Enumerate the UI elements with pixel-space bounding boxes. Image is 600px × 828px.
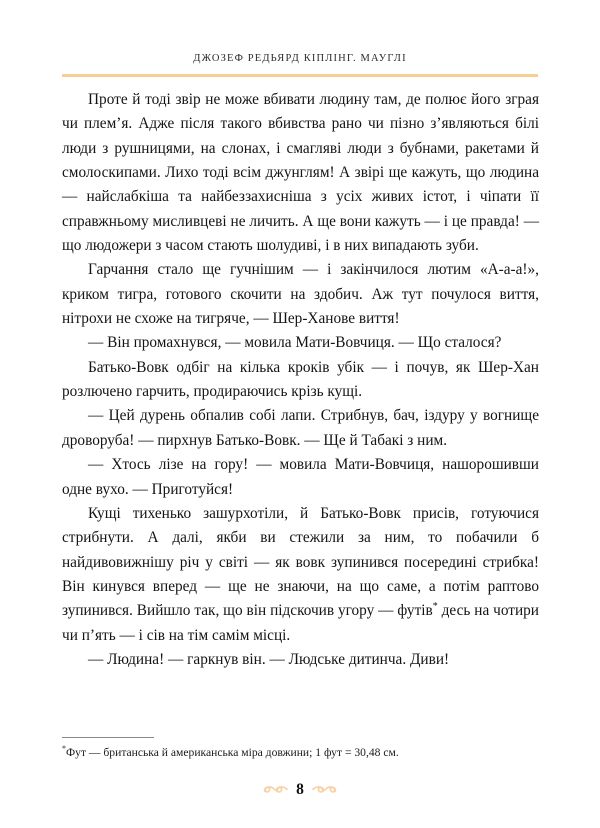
paragraph: Проте й тоді звір не може вбивати людину там, де полює його зграя чи плем’я. Адже після такого вбивства рано чи пізно з’являються білі люди з рушницями, на слонах, і смагляві люди з бубнами, ракетами й смолоскипами. Лихо тоді всім джунглям! А звірі ще кажуть, що людина — найслабкіша та найбеззахисніша з усіх живих істот, і чіпати її справжньому мисливцеві не личить. А ще вони кажуть — і це правда! — що людожери з часом стають шолудиві, і в них випадають зуби. xyxy=(62,91,539,255)
body-text-block xyxy=(62,88,539,672)
folio xyxy=(0,782,600,798)
paragraph: — Людина! — гаркнув він. — Людське дитинча. Диви! xyxy=(88,650,450,668)
footnote-text: Фут — британська й американська міра довжини; 1 фут = 30,48 см. xyxy=(66,746,399,759)
footnote-reference-marker[interactable]: * xyxy=(432,601,438,613)
paragraph: — Він промахнувся, — мовила Мати-Вовчиця. — Що сталося? xyxy=(88,334,502,352)
page-number: 8 xyxy=(296,781,304,798)
footnote-separator-rule xyxy=(62,737,154,738)
running-header-title: ДЖОЗЕФ РЕДЬЯРД КІПЛІНГ. МАУГЛІ xyxy=(193,53,407,64)
footnote xyxy=(62,745,539,760)
flourish-ornament-right xyxy=(311,783,337,796)
running-header xyxy=(62,48,538,66)
paragraph-text-before-footnote-marker: Кущі тихенько зашурхотіли, й Батько-Вовк присів, готуючися стрибнути. А далі, якби ви стежили за ним, то побачили б найдивовижнішу річ у світі — як вовк зупинився посередині стрибка! Він кинувся вперед — ще не знаючи, на що саме, а потім раптово зупинився. Вийшло так, що він підскочив угору — футів xyxy=(62,504,539,620)
paragraph-with-footnote-ref xyxy=(62,502,539,648)
footnote-marker: * xyxy=(62,744,66,754)
paragraph: Батько-Вовк одбіг на кілька кроків убік — і почув, як Шер-Хан розлючено гарчить, продираючись крізь кущі. xyxy=(62,358,539,401)
paragraph: Гарчання стало ще гучнішим — і закінчилося лютим «А-а-а!», криком тигра, готового скочити на здобич. Аж тут почулося виття, нітрохи не схоже на тигряче, — Шер-Ханове виття! xyxy=(62,261,539,328)
flourish-ornament-left xyxy=(263,783,289,796)
paragraph: — Хтось лізе на гору! — мовила Мати-Вовчиця, нашорошивши одне вухо. — Приготуйся! xyxy=(62,456,539,498)
paragraph-text-after-footnote-marker: десь на чотири чи п’ять — і сів на тім самім місці. xyxy=(62,602,539,644)
header-rule xyxy=(62,74,538,77)
paragraph: — Цей дурень обпалив собі лапи. Стрибнув, бач, іздуру у вогнище дроворуба! — пирхнув Батько-Вовк. — Ще й Табакі з ним. xyxy=(62,407,539,449)
